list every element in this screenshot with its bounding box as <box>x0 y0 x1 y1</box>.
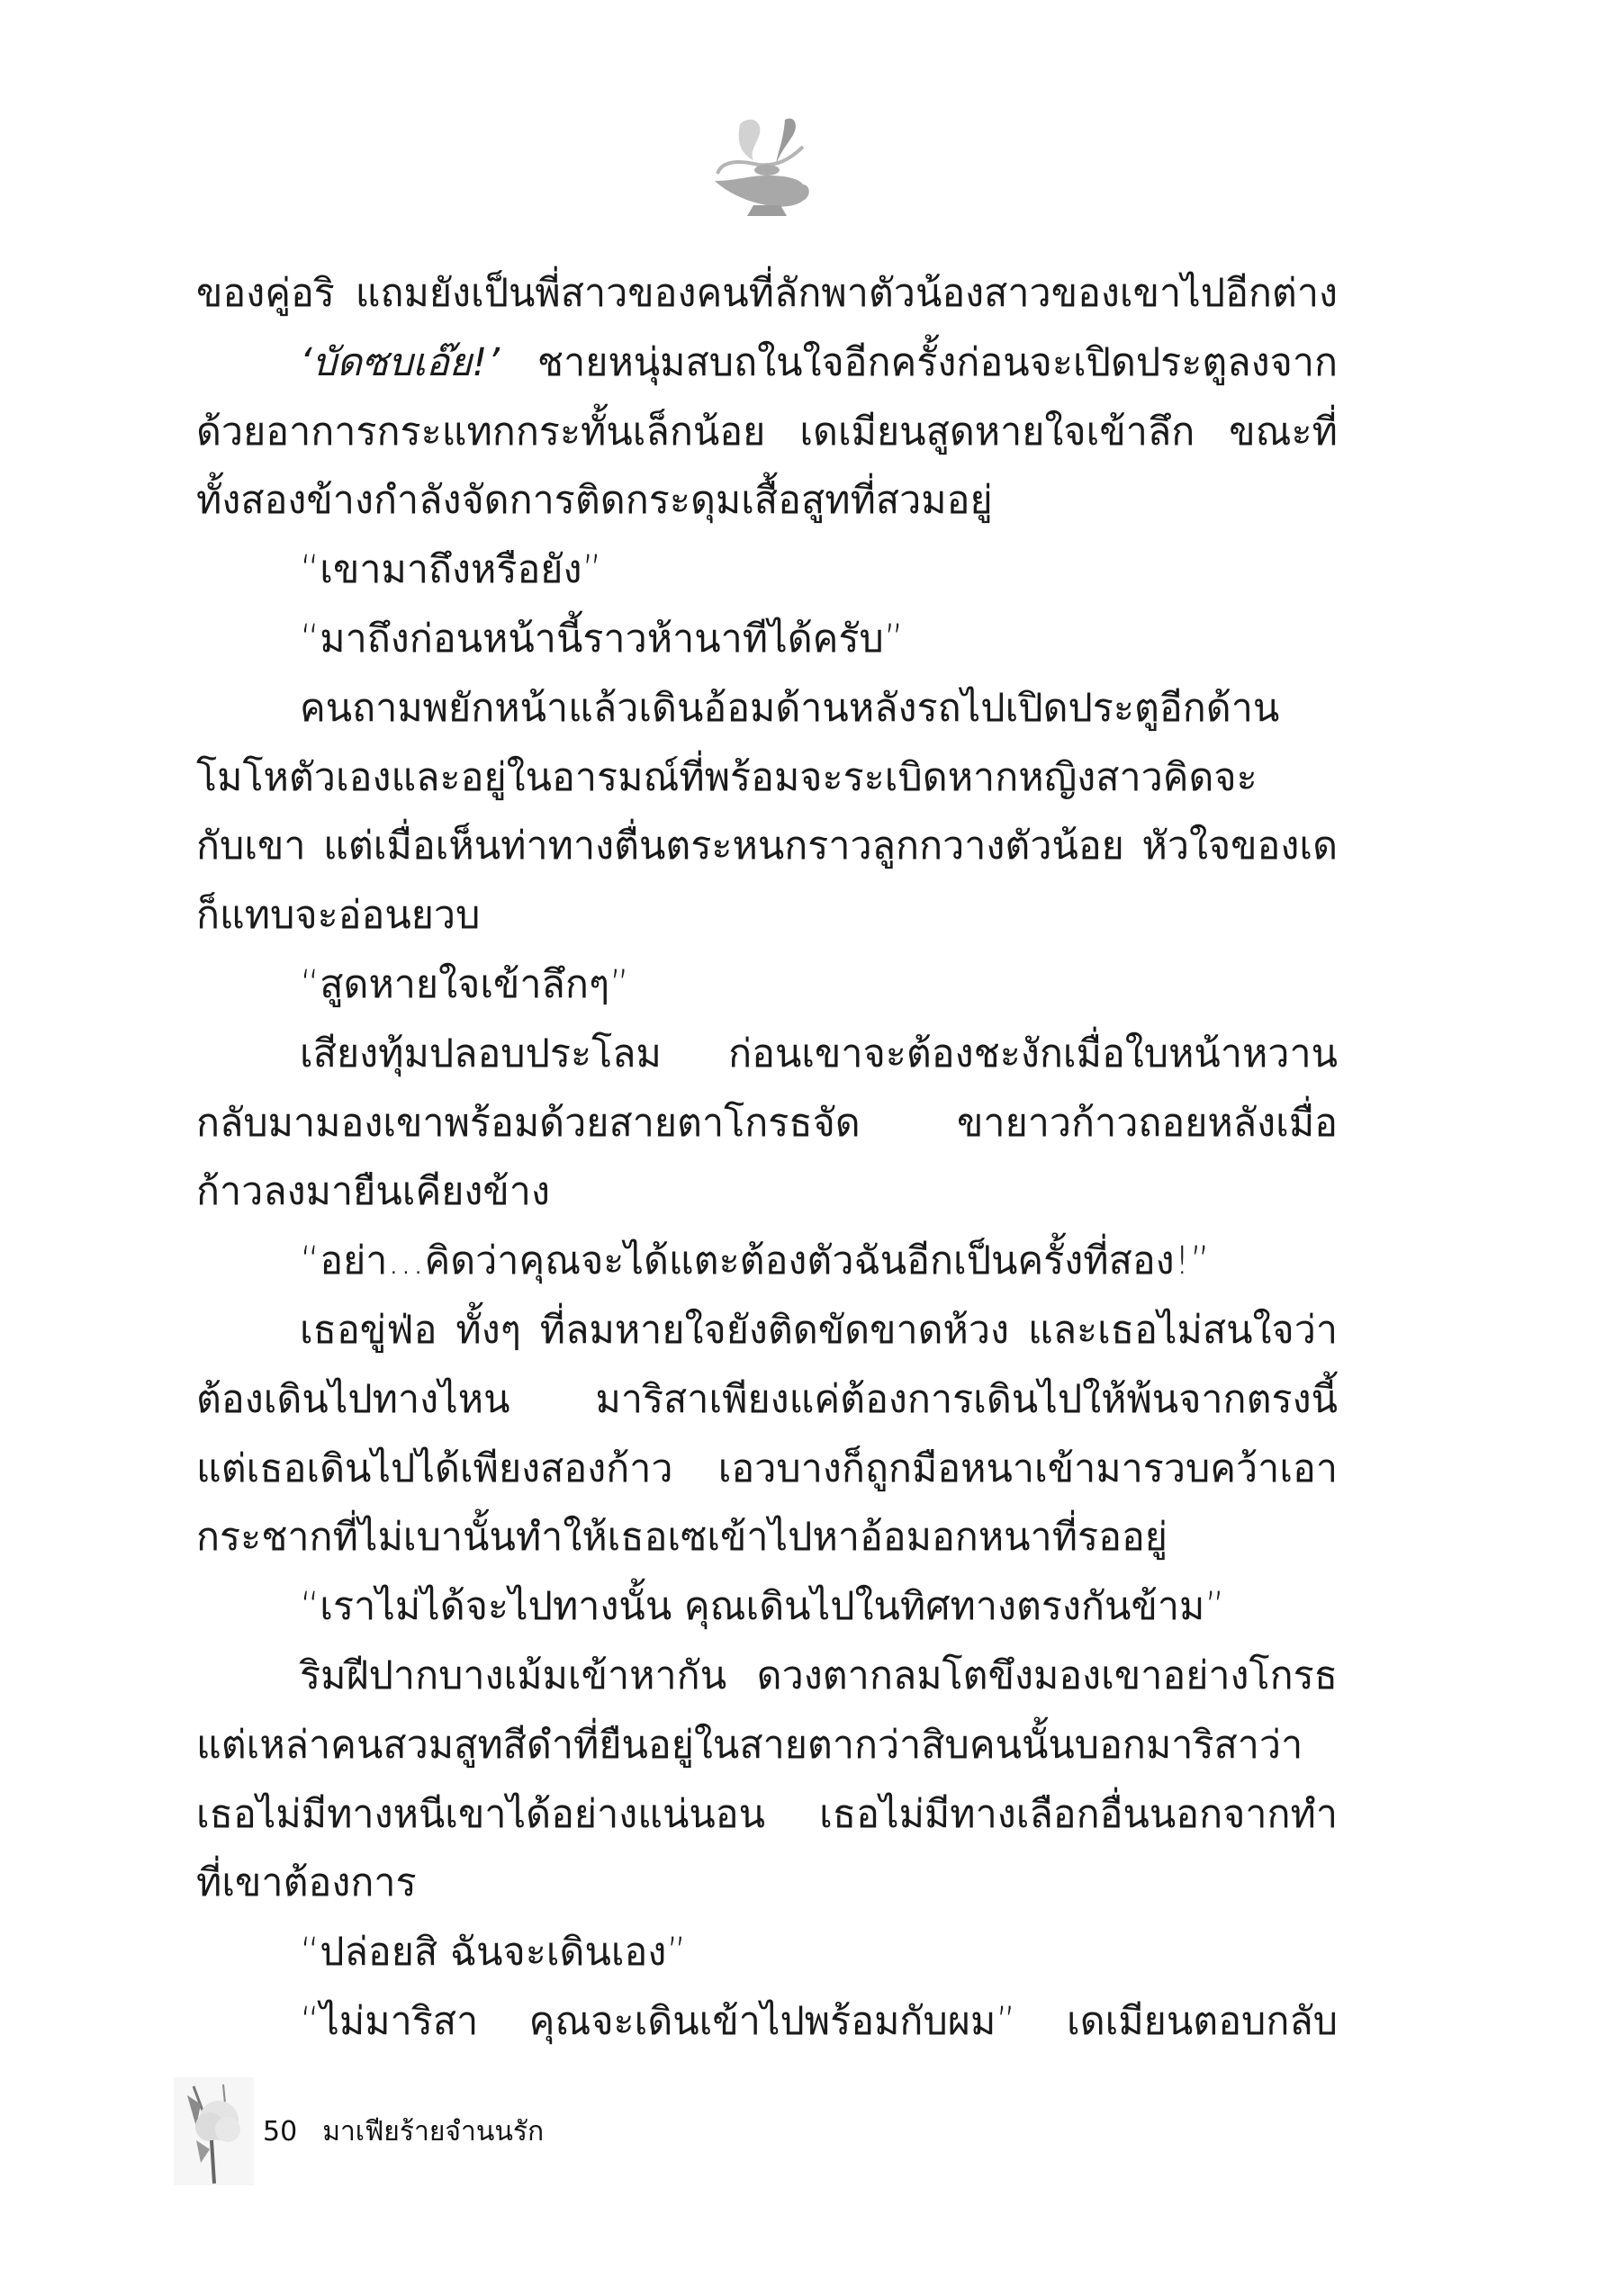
text-line: เสียงทุ้มปลอบประโลม ก่อนเขาจะต้องชะงักเมื่อใบหน้าหวาน <box>300 1031 1338 1076</box>
dialogue-line: “อย่า...คิดว่าคุณจะได้แตะต้องตัวฉันอีกเป็นครั้งที่สอง!” <box>300 1238 1211 1284</box>
text-line: ก้าวลงมายืนเคียงข้าง <box>196 1169 550 1215</box>
text-line: เธอขู่ฟ่อ ทั้งๆ ที่ลมหายใจยังติดขัดขาดห้วง และเธอไม่สนใจว่า <box>300 1307 1338 1353</box>
flower-icon <box>174 2077 254 2185</box>
text-line: ด้วยอาการกระแทกกระทั้นเล็กน้อย เดเมียนสูดหายใจเข้าลึก ขณะที่ <box>196 409 1338 455</box>
dialogue-line: “ปล่อยสิ ฉันจะเดินเอง” <box>300 1930 687 1976</box>
text-line <box>196 329 1338 398</box>
book-title: มาเฟียร้ายจำนนรัก <box>322 2116 545 2147</box>
text-line: กับเขา แต่เมื่อเห็นท่าทางตื่นตระหนกราวลูกกวางตัวน้อย หัวใจของเด <box>196 824 1338 869</box>
genie-lamp-icon <box>713 111 815 218</box>
text-line: คนถามพยักหน้าแล้วเดินอ้อมด้านหลังรถไปเปิดประตูอีกด้าน <box>300 685 1280 731</box>
text-line: ริมฝีปากบางเม้มเข้าหากัน ดวงตากลมโตขึงมองเขาอย่างโกรธ <box>300 1652 1338 1698</box>
text-line: ที่เขาต้องการ <box>196 1860 417 1906</box>
dialogue-line: “สูดหายใจเข้าลึกๆ” <box>300 961 630 1007</box>
dialogue-line: “เขามาถึงหรือยัง” <box>300 547 602 593</box>
page-footer <box>263 2111 544 2153</box>
text-line: กลับมามองเขาพร้อมด้วยสายตาโกรธจัด ขายาวก้าวถอยหลังเมื่อ <box>196 1100 1338 1146</box>
text-line: ก็แทบจะอ่อนยวบ <box>196 893 481 939</box>
body-text <box>196 259 1338 2057</box>
dialogue-line: “เราไม่ได้จะไปทางนั้น คุณเดินไปในทิศทางตรงกันข้าม” <box>300 1584 1225 1630</box>
text-line: ทั้งสองข้างกำลังจัดการติดกระดุมเสื้อสูทที่สวมอยู่ <box>196 478 993 524</box>
text-line: ต้องเดินไปทางไหน มาริสาเพียงแค่ต้องการเดินไปให้พ้นจากตรงนี้ <box>196 1376 1338 1422</box>
dialogue-line: “มาถึงก่อนหน้านี้ราวห้านาทีได้ครับ” <box>300 616 905 662</box>
text-line: เธอไม่มีทางหนีเขาได้อย่างแน่นอน เธอไม่มีทางเลือกอื่นนอกจากทำ <box>196 1791 1338 1837</box>
text-line-rest: ชายหนุ่มสบถในใจอีกครั้งก่อนจะเปิดประตูลงจาก <box>537 339 1338 385</box>
page-number: 50 <box>263 2116 298 2147</box>
text-line: “ไม่มาริสา คุณจะเดินเข้าไปพร้อมกับผม” เดเมียนตอบกลับ <box>300 1998 1338 2044</box>
text-line: แต่เธอเดินไปได้เพียงสองก้าว เอวบางก็ถูกมือหนาเข้ามารวบคว้าเอา <box>196 1445 1338 1491</box>
text-line: แต่เหล่าคนสวมสูทสีดำที่ยืนอยู่ในสายตากว่าสิบคนนั้นบอกมาริสาว่า <box>196 1722 1303 1768</box>
text-line: กระชากที่ไม่เบานั้นทำให้เธอเซเข้าไปหาอ้อมอกหนาที่รออยู่ <box>196 1515 1168 1561</box>
text-line: ของคู่อริ แถมยังเป็นพี่สาวของคนที่ลักพาตัวน้องสาวของเขาไปอีกต่าง <box>196 271 1338 316</box>
italic-exclamation: ‘บัดซบเอ๊ย!’ <box>300 339 500 385</box>
text-line: โมโหตัวเองและอยู่ในอารมณ์ที่พร้อมจะระเบิดหากหญิงสาวคิดจะ <box>196 754 1258 800</box>
